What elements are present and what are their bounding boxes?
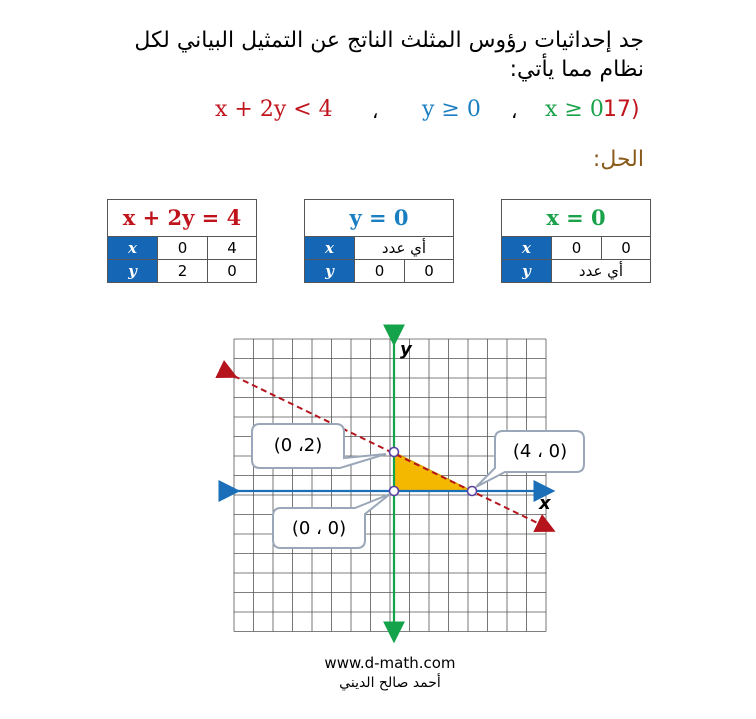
- table-cell: 0: [227, 262, 237, 280]
- table-cell: 4: [227, 239, 237, 257]
- author-name: أحمد صالح الديني: [339, 675, 441, 691]
- table-header: x + 2y = 4: [108, 200, 256, 237]
- row-label-y: y: [305, 260, 355, 282]
- grid: [234, 339, 546, 632]
- row-label-y: y: [108, 260, 158, 282]
- callout-x-intercept: [476, 431, 584, 487]
- table-cell: 0: [552, 237, 602, 259]
- problem-instruction: جد إحداثيات رؤوس المثلث الناتج عن التمثيل البياني لكل نظام مما يأتي:: [134, 28, 644, 82]
- svg-text:(0 ، 0): (0 ، 0): [291, 518, 347, 539]
- svg-text:(4 ، 0): (4 ، 0): [512, 441, 568, 462]
- row-label-x: x: [305, 237, 355, 259]
- table-cell: أي عدد: [381, 239, 427, 257]
- table-cell: أي عدد: [578, 262, 624, 280]
- inequality-boundary: x + 2y < 4: [215, 97, 333, 122]
- row-label-x: x: [108, 237, 158, 259]
- table-cell: 0: [355, 260, 405, 282]
- inequality-x-nonneg: x ≥ 0: [545, 97, 604, 122]
- table-cell: 0: [424, 262, 434, 280]
- table-cell: 0: [158, 237, 208, 259]
- x-axis-label: x: [539, 493, 551, 514]
- vertex-x-intercept: [468, 487, 477, 496]
- website-url: www.d-math.com: [324, 654, 456, 672]
- row-label-y: y: [502, 260, 552, 282]
- solution-label: الحل:: [592, 147, 644, 172]
- vertex-y-intercept: [390, 448, 399, 457]
- table-header: x = 0: [502, 200, 650, 237]
- svg-text:(0 ،2): (0 ،2): [273, 435, 323, 456]
- callout-y-intercept: [252, 424, 386, 468]
- table-header: y = 0: [305, 200, 453, 237]
- y-axis-label: y: [400, 339, 412, 360]
- separator: ،: [511, 99, 518, 123]
- inequality-y-nonneg: y ≥ 0: [422, 97, 481, 122]
- row-label-x: x: [502, 237, 552, 259]
- vertex-origin: [390, 487, 399, 496]
- table-cell: 0: [621, 239, 631, 257]
- problem-number: 17): [603, 97, 640, 122]
- table-cell: 2: [158, 260, 208, 282]
- separator: ،: [372, 99, 379, 123]
